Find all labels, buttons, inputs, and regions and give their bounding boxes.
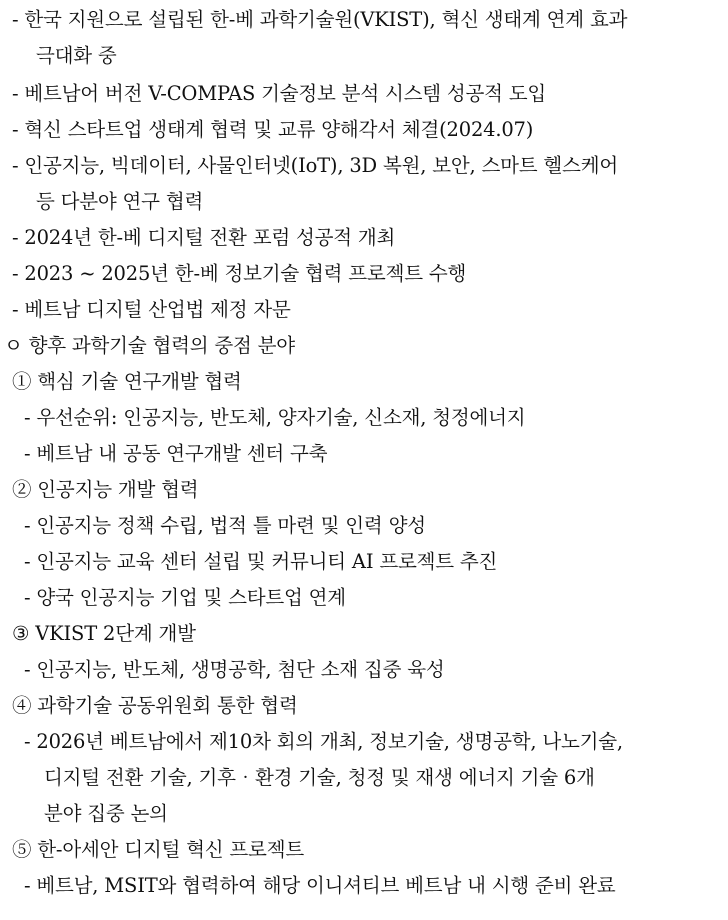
- text-line: - 인공지능, 빅데이터, 사물인터넷(IoT), 3D 복원, 보안, 스마트 헬스케어: [12, 154, 618, 177]
- subsection-heading: ④ 과학기술 공동위원회 통한 협력: [12, 694, 298, 717]
- text-line: - 인공지능 교육 센터 설립 및 커뮤니티 AI 프로젝트 추진: [24, 550, 498, 573]
- text-line: - 베트남 디지털 산업법 제정 자문: [12, 298, 291, 321]
- section-heading: ㅇ 향후 과학기술 협력의 중점 분야: [4, 334, 295, 357]
- text-line: - 2024년 한-베 디지털 전환 포럼 성공적 개최: [12, 226, 396, 249]
- text-line: - 베트남, MSIT와 협력하여 해당 이니셔티브 베트남 내 시행 준비 완료: [24, 874, 616, 897]
- text-line: 등 다분야 연구 협력: [36, 190, 204, 213]
- text-line: 극대화 중: [36, 44, 117, 67]
- text-line: - 2026년 베트남에서 제10차 회의 개최, 정보기술, 생명공학, 나노기술,: [24, 730, 623, 753]
- text-line: - 양국 인공지능 기업 및 스타트업 연계: [24, 586, 346, 609]
- text-line: 디지털 전환 기술, 기후‧환경 기술, 청정 및 재생 에너지 기술 6개: [44, 766, 595, 789]
- subsection-heading: ③ VKIST 2단계 개발: [12, 622, 196, 645]
- text-line: - 베트남 내 공동 연구개발 센터 구축: [24, 442, 328, 465]
- text-line: - 한국 지원으로 설립된 한-베 과학기술원(VKIST), 혁신 생태계 연계 효과: [12, 8, 628, 31]
- subsection-heading: ② 인공지능 개발 협력: [12, 478, 199, 501]
- text-line: - 인공지능 정책 수립, 법적 틀 마련 및 인력 양성: [24, 514, 426, 537]
- subsection-heading: ① 핵심 기술 연구개발 협력: [12, 370, 242, 393]
- text-line: - 2023 ~ 2025년 한-베 정보기술 협력 프로젝트 수행: [12, 262, 467, 285]
- text-line: 분야 집중 논의: [44, 802, 168, 825]
- text-line: - 인공지능, 반도체, 생명공학, 첨단 소재 집중 육성: [24, 658, 445, 681]
- subsection-heading: ⑤ 한-아세안 디지털 혁신 프로젝트: [12, 838, 304, 861]
- text-line: - 혁신 스타트업 생태계 협력 및 교류 양해각서 체결(2024.07): [12, 118, 534, 141]
- text-line: - 우선순위: 인공지능, 반도체, 양자기술, 신소재, 청정에너지: [24, 406, 526, 429]
- text-line: - 베트남어 버전 V-COMPAS 기술정보 분석 시스템 성공적 도입: [12, 82, 547, 105]
